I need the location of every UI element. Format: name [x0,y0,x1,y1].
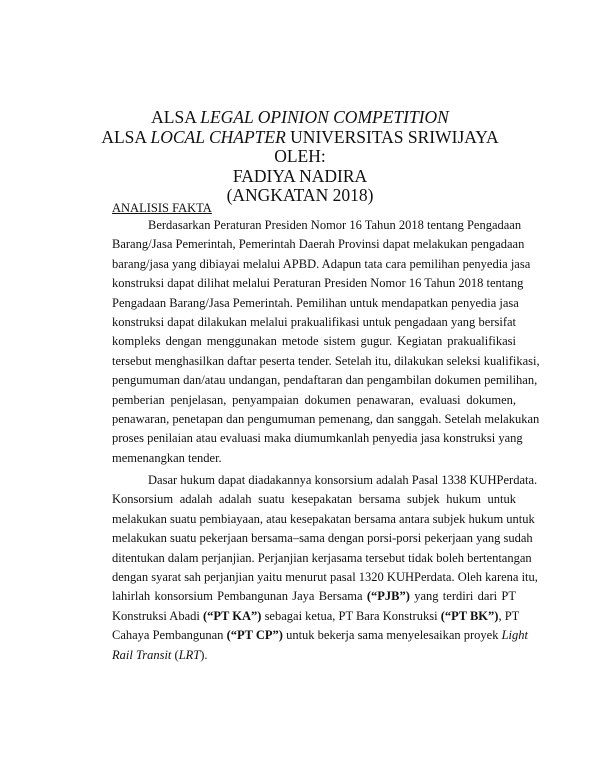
text-line: Rail Transit (LRT). [112,647,208,662]
text-line: proses penilaian atau evaluasi maka diumumkanlah penyedia jasa konstruksi yang [112,431,523,446]
text-line: Konsorsium adalah adalah suatu kesepakatan bersama subjek hukum untuk [112,492,516,507]
author-name: FADIYA NADIRA [232,165,368,186]
text-line: pengumuman dan/atau undangan, pendaftaran dan pengambilan dokumen pemilihan, [112,373,538,388]
text-line: Berdasarkan Peraturan Presiden Nomor 16 Tahun 2018 tentang Pengadaan [148,218,522,232]
text-line: ditentukan dalam perjanjian. Perjanjian kerjasama tersebut tidak boleh bertentangan [112,550,532,565]
title-block [100,108,500,206]
text-line: Konstruksi Abadi (“PT KA”) sebagai ketua, PT Bara Konstruksi (“PT BK”), PT [112,608,520,623]
author-year: (ANGKATAN 2018) [226,185,374,205]
text-line: konstruksi dapat dilakukan melalui prakualifikasi untuk pengadaan yang bersifat [112,314,516,329]
text-line: lahirlah konsorsium Pembangunan Jaya Bersama (“PJB”) yang terdiri dari PT [112,589,516,604]
text-line: memenangkan tender. [112,450,222,465]
text-line: kompleks dengan menggunakan metode sistem gugur. Kegiatan prakualifikasi [112,334,516,349]
text-line: dengan syarat sah perjanjian yaitu menurut pasal 1320 KUHPerdata. Oleh karena itu, [112,570,538,585]
text-line: melakukan suatu pekerjaan bersama–sama dengan porsi-porsi pekerjaan yang sudah [112,531,533,546]
body-text [112,216,540,665]
text-line: penawaran, penetapan dan pengumuman pemenang, dan sanggah. Setelah melakukan [112,411,540,426]
title-line-1: ALSA LEGAL OPINION COMPETITION [151,107,449,127]
text-line: Pengadaan Barang/Jasa Pemerintah. Pemilihan untuk mendapatkan penyedia jasa [112,295,519,310]
text-line: pemberian penjelasan, penyampaian dokumen penawaran, evaluasi dokumen, [112,392,516,407]
text-line: Barang/Jasa Pemerintah, Pemerintah Daerah Provinsi dapat melakukan pengadaan [112,237,525,252]
text-line: barang/jasa yang dibiayai melalui APBD. Adapun tata cara pemilihan penyedia jasa [112,256,531,271]
section-heading: ANALISIS FAKTA [112,201,212,215]
title-line-2: ALSA LOCAL CHAPTER UNIVERSITAS SRIWIJAYA [101,126,499,147]
text-line: melakukan suatu pembiayaan, atau kesepakatan bersama antara subjek hukum untuk [112,511,535,526]
text-line: Cahaya Pembangunan (“PT CP”) untuk bekerja sama menyelesaikan proyek Light [112,628,529,643]
text-line: konstruksi dapat dilihat melalui Peraturan Presiden Nomor 16 Tahun 2018 tentang [112,276,524,291]
title-line-3: OLEH: [274,146,326,166]
text-line: tersebut menghasilkan daftar peserta tender. Setelah itu, dilakukan seleksi kualifikasi, [112,353,540,368]
text-line: Dasar hukum dapat diadakannya konsorsium adalah Pasal 1338 KUHPerdata. [148,473,538,488]
